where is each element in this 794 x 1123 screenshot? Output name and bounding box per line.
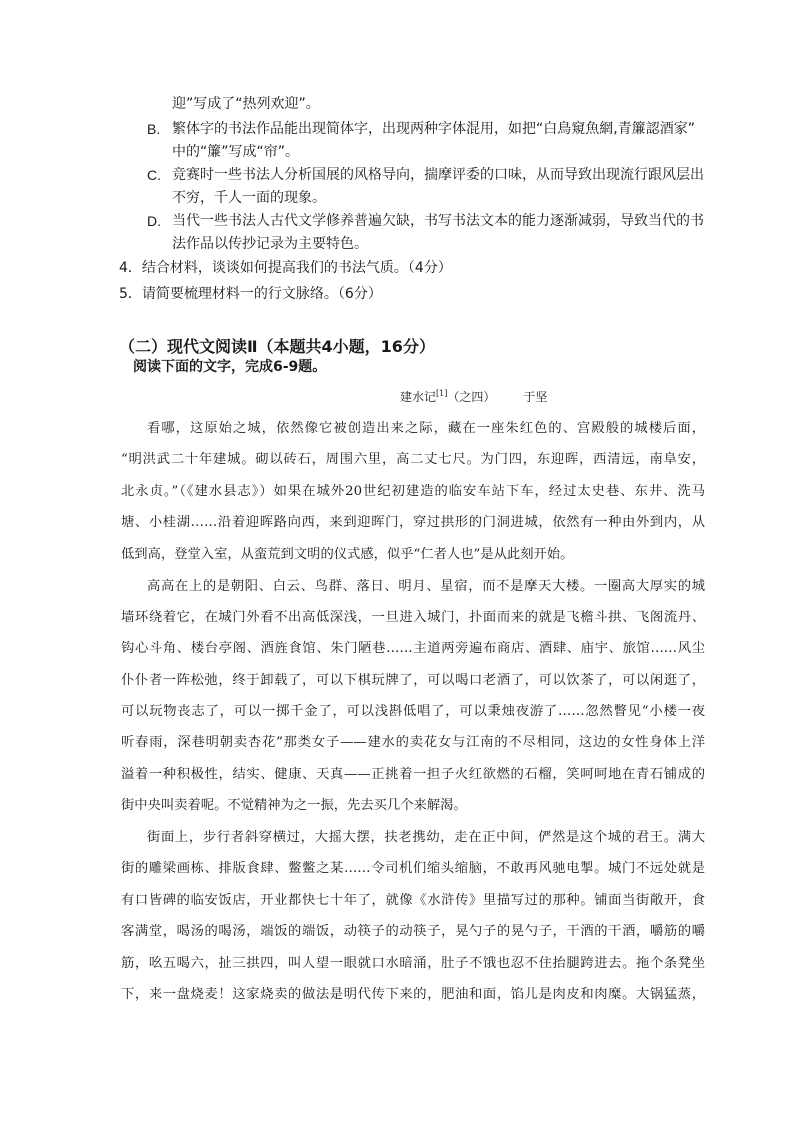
article-p2-line4: 仆仆者一阵松弛，终于卸载了，可以下棋玩牌了，可以喝口老酒了，可以饮茶了，可以闲逛了，	[121, 673, 705, 688]
question-4: 4．结合材料，谈谈如何提高我们的书法气质。（4分）	[119, 260, 452, 276]
article-author: 于坚	[523, 390, 548, 404]
q3-option-d-line1: 当代一些书法人古代文学修养普遍欠缺，书写书法文本的能力逐渐减弱，导致当代的书	[172, 213, 704, 229]
article-p3-line3: 有口皆碑的临安饭店，开业都快七十年了，就像《水浒传》里描写过的那种。铺面当街敞开，食	[121, 893, 705, 908]
q3-option-b-line2: 中的“簾”写成“帘”。	[172, 144, 300, 160]
question-5: 5．请简要梳理材料一的行文脉络。（6分）	[119, 286, 382, 302]
article-p3-line5: 筋，吆五喝六，扯三拱四，叫人望一眼就口水暗涌，肚子不饿也忍不住抬腿跨进去。拖个条凳坐	[121, 956, 705, 971]
article-p3-line4: 客满堂，喝汤的喝汤，端饭的端饭，动筷子的动筷子，晃勺子的晃勺子，干酒的干酒，嚼筋的嚼	[121, 924, 705, 939]
article-p1-line3: 北永贞。”（《建水县志》）如果在城外20世纪初建造的临安车站下车，经过太史巷、东井、洗马	[121, 484, 705, 499]
article-footnote-marker: [1]	[436, 389, 448, 398]
article-part: （之四）	[447, 390, 496, 404]
article-p3-line1: 街面上，步行者斜穿横过，大摇大摆，扶老携幼，走在正中间，俨然是这个城的君王。满大	[147, 830, 705, 845]
article-p1-line1: 看哪，这原始之城，依然像它被创造出来之际，藏在一座朱红色的、宫殿般的城楼后面，	[147, 421, 705, 436]
section-heading: （二）现代文阅读Ⅱ（本题共4小题，16分）	[119, 337, 435, 356]
article-title: 建水记	[400, 390, 437, 404]
article-p2-line1: 高高在上的是朝阳、白云、鸟群、落日、明月、星宿，而不是摩天大楼。一圈高大厚实的城	[147, 579, 705, 594]
article-p1-line5: 低到高，登堂入室，从蛮荒到文明的仪式感，似乎“仁者人也”是从此刻开始。	[121, 547, 574, 562]
article-p3-line2: 街的雕梁画栋、排版食肆、鳖鳖之某……令司机们缩头缩脑，不敢再风驰电掣。城门不远处就是	[121, 861, 705, 876]
q3-option-d-line2: 法作品以传抄记录为主要特色。	[172, 236, 368, 252]
q3-option-c-line2: 不穷，千人一面的现象。	[172, 190, 326, 206]
q3-option-b-line1: 繁体字的书法作品能出现简体字，出现两种字体混用，如把“白鳥窺魚網,青簾認酒家”	[172, 121, 695, 137]
q3-option-a-tail: 迎”写成了“热列欢迎”。	[172, 96, 320, 112]
section-instruction: 阅读下面的文字，完成6-9题。	[133, 359, 327, 375]
article-title-line	[400, 386, 547, 405]
q3-option-d-label: D.	[147, 213, 161, 229]
article-p1-line4: 塘、小桂湖……沿着迎晖路向西，来到迎晖门，穿过拱形的门洞进城，依然有一种由外到内，从	[121, 515, 705, 530]
article-p3-line6: 下，来一盘烧麦！这家烧卖的做法是明代传下来的，肥油和面，馅儿是肉皮和肉糜。大锅猛蒸，	[121, 987, 705, 1002]
article-p2-line6: 听春雨，深巷明朝卖杏花”那类女子——建水的卖花女与江南的不尽相同，这边的女性身体上洋	[121, 735, 705, 750]
article-p2-line3: 钩心斗角、楼台亭阁、酒旌食馆、朱门陋巷……主道两旁遍布商店、酒肆、庙宇、旅馆……风尘	[121, 641, 705, 656]
q3-option-c-label: C.	[147, 167, 161, 183]
q3-option-b-label: B.	[147, 121, 161, 137]
article-p2-line5: 可以玩物丧志了，可以一掷千金了，可以浅斟低唱了，可以秉烛夜游了……忽然瞥见“小楼一夜	[121, 704, 705, 719]
q3-option-c-line1: 竞赛时一些书法人分析国展的风格导向，揣摩评委的口味，从而导致出现流行跟风层出	[172, 167, 704, 183]
article-p2-line8: 街中央叫卖着呢。不觉精神为之一振，先去买几个来解渴。	[121, 798, 467, 813]
article-p1-line2: “明洪武二十年建城。砌以砖石，周围六里，高二丈七尺。为门四，东迎晖，西清远，南阜安，	[121, 452, 705, 467]
article-p2-line7: 溢着一种积极性，结实、健康、天真——正挑着一担子火红欲燃的石榴，笑呵呵地在青石铺成的	[121, 767, 705, 782]
article-p2-line2: 墙环绕着它，在城门外看不出高低深浅，一旦进入城门，扑面而来的就是飞檐斗拱、飞阁流丹、	[121, 610, 705, 625]
